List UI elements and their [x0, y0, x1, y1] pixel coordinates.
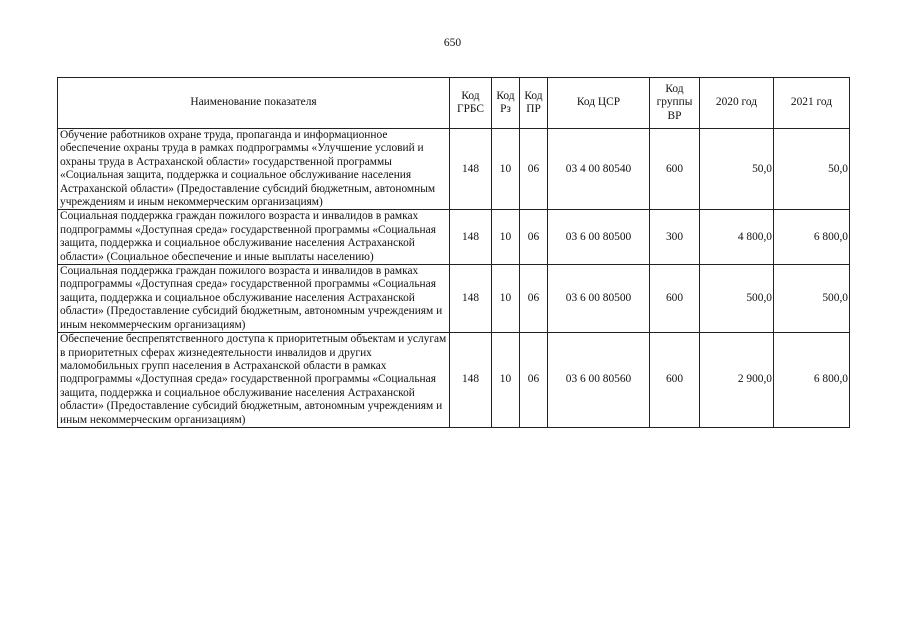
amount-2021-cell: 500,0 [774, 265, 850, 333]
rz-code-cell: 10 [492, 129, 520, 210]
pr-code-cell: 06 [520, 210, 548, 265]
amount-2021-cell: 50,0 [774, 129, 850, 210]
header-year-2021: 2021 год [774, 78, 850, 129]
vr-group-code-cell: 600 [650, 265, 700, 333]
header-grbs-code: Код ГРБС [450, 78, 492, 129]
table-row [58, 129, 850, 210]
grbs-code-cell: 148 [450, 265, 492, 333]
header-vr-group-code: Код группы ВР [650, 78, 700, 129]
rz-code-cell: 10 [492, 265, 520, 333]
amount-2020-cell: 2 900,0 [700, 333, 774, 428]
page-number: 650 [443, 37, 462, 49]
amount-2020-cell: 50,0 [700, 129, 774, 210]
csr-code-cell: 03 6 00 80500 [548, 210, 650, 265]
header-pr-code: Код ПР [520, 78, 548, 129]
csr-code-cell: 03 6 00 80560 [548, 333, 650, 428]
csr-code-cell: 03 4 00 80540 [548, 129, 650, 210]
grbs-code-cell: 148 [450, 210, 492, 265]
amount-2021-cell: 6 800,0 [774, 210, 850, 265]
header-indicator-name: Наименование показателя [58, 78, 450, 129]
rz-code-cell: 10 [492, 333, 520, 428]
amount-2021-cell: 6 800,0 [774, 333, 850, 428]
indicator-name-cell: Социальная поддержка граждан пожилого возраста и инвалидов в рамках подпрограммы «Доступная среда» государственной программы «Социальная защита, поддержка и социальное обслуживание населения Астраханской области» (Социальное обеспечение и иные выплаты населению) [58, 210, 450, 265]
budget-table [57, 77, 850, 428]
header-rz-code: Код Рз [492, 78, 520, 129]
table-header-row [58, 78, 850, 129]
table-row [58, 265, 850, 333]
vr-group-code-cell: 600 [650, 129, 700, 210]
indicator-name-cell: Социальная поддержка граждан пожилого возраста и инвалидов в рамках подпрограммы «Доступная среда» государственной программы «Социальная защита, поддержка и социальное обслуживание населения Астраханской области» (Предоставление субсидий бюджетным, автономным учреждениям и иным некоммерческим организациям) [58, 265, 450, 333]
vr-group-code-cell: 600 [650, 333, 700, 428]
indicator-name-cell: Обучение работников охране труда, пропаганда и информационное обеспечение охраны труда в рамках подпрограммы «Улучшение условий и охраны труда в Астраханской области» государственной программы «Социальная защита, поддержка и социальное обслуживание населения Астраханской области» (Предоставление субсидий бюджетным, автономным учреждениям и иным некоммерческим организациям) [58, 129, 450, 210]
pr-code-cell: 06 [520, 265, 548, 333]
table-row [58, 333, 850, 428]
amount-2020-cell: 500,0 [700, 265, 774, 333]
vr-group-code-cell: 300 [650, 210, 700, 265]
csr-code-cell: 03 6 00 80500 [548, 265, 650, 333]
pr-code-cell: 06 [520, 333, 548, 428]
amount-2020-cell: 4 800,0 [700, 210, 774, 265]
grbs-code-cell: 148 [450, 333, 492, 428]
header-csr-code: Код ЦСР [548, 78, 650, 129]
pr-code-cell: 06 [520, 129, 548, 210]
rz-code-cell: 10 [492, 210, 520, 265]
header-year-2020: 2020 год [700, 78, 774, 129]
indicator-name-cell: Обеспечение беспрепятственного доступа к приоритетным объектам и услугам в приоритетных сферах жизнедеятельности инвалидов и других маломобильных групп населения в Астраханской области в рамках подпрограммы «Доступная среда» государственной программы «Социальная защита, поддержка и социальное обслуживание населения Астраханской области» (Предоставление субсидий бюджетным, автономным учреждениям и иным некоммерческим организациям) [58, 333, 450, 428]
grbs-code-cell: 148 [450, 129, 492, 210]
table-row [58, 210, 850, 265]
